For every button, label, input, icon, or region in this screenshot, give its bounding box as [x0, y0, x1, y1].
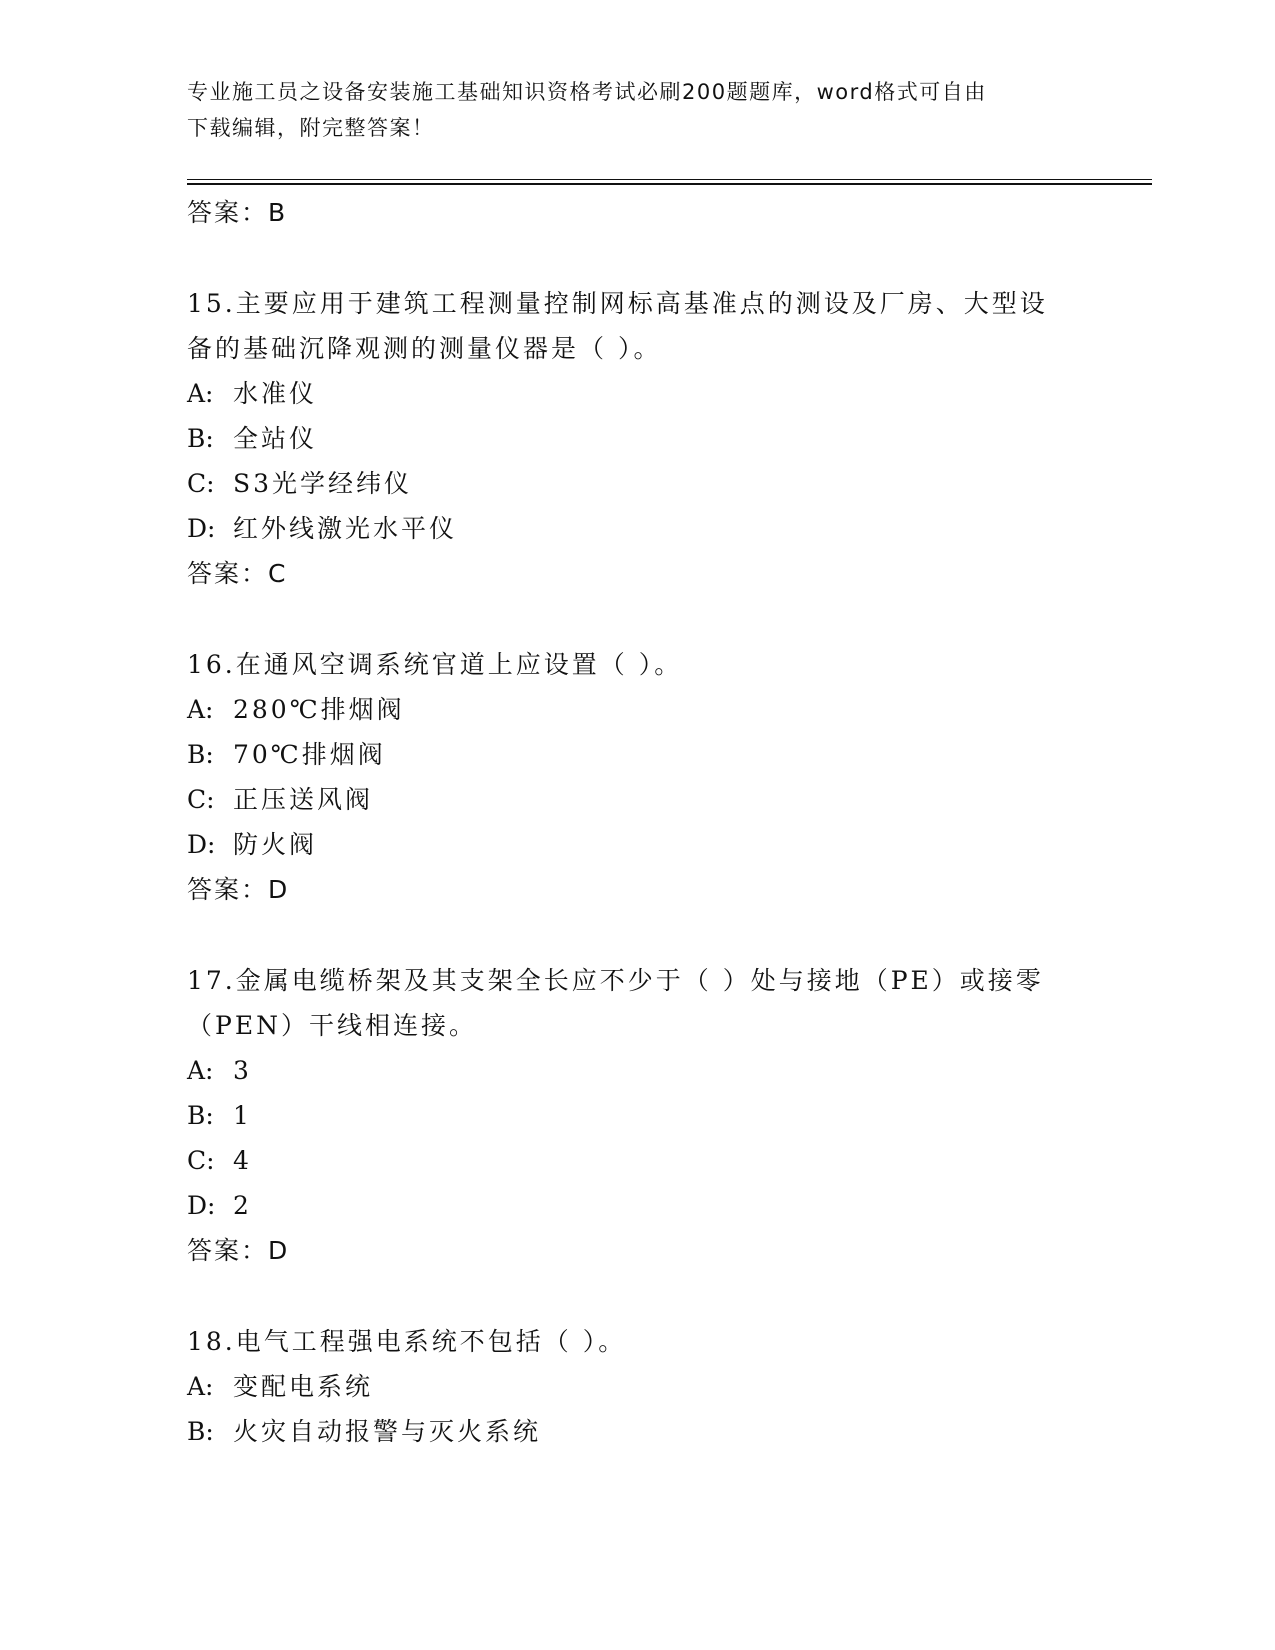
option-text: 红外线激光水平仪	[233, 514, 458, 543]
option-text: 70℃排烟阀	[233, 740, 386, 769]
question-15	[187, 281, 1087, 596]
option-text: 2	[233, 1191, 252, 1220]
option-text: 火灾自动报警与灭火系统	[233, 1417, 542, 1446]
previous-answer: 答案：B	[187, 198, 288, 227]
option-letter: B:	[187, 424, 214, 453]
option-text: 变配电系统	[233, 1372, 374, 1401]
answer: 答案：D	[187, 1236, 290, 1265]
option-d	[187, 506, 1087, 551]
option-b	[187, 732, 1087, 777]
spacer	[187, 1273, 1087, 1319]
option-letter: A:	[187, 379, 214, 408]
option-a	[187, 371, 1087, 416]
answer: 答案：C	[187, 559, 288, 588]
question-stem-line-2: （PEN）干线相连接。	[187, 1011, 477, 1040]
answer: 答案：D	[187, 875, 290, 904]
option-letter: D:	[187, 1191, 216, 1220]
option-letter: B:	[187, 1101, 214, 1130]
document-body	[187, 190, 1087, 1454]
option-d	[187, 822, 1087, 867]
option-text: 正压送风阀	[233, 785, 374, 814]
option-letter: C:	[187, 469, 215, 498]
option-b	[187, 1093, 1087, 1138]
option-letter: B:	[187, 740, 214, 769]
option-c	[187, 461, 1087, 506]
header-rule-thick	[187, 183, 1152, 185]
option-letter: B:	[187, 1417, 214, 1446]
option-text: 全站仪	[233, 424, 318, 453]
question-stem-line-1: 18.电气工程强电系统不包括（ ）。	[187, 1327, 627, 1356]
option-b	[187, 1409, 1087, 1454]
option-letter: A:	[187, 695, 214, 724]
option-letter: C:	[187, 1146, 215, 1175]
option-letter: A:	[187, 1056, 214, 1085]
spacer	[187, 596, 1087, 642]
question-stem-line-1: 16.在通风空调系统官道上应设置（ ）。	[187, 650, 683, 679]
document-header	[187, 74, 1087, 146]
option-b	[187, 416, 1087, 461]
spacer	[187, 912, 1087, 958]
option-a	[187, 1364, 1087, 1409]
option-text: 4	[233, 1146, 252, 1175]
question-stem-line-1: 17.金属电缆桥架及其支架全长应不少于（ ）处与接地（PE）或接零	[187, 966, 1044, 995]
option-c	[187, 777, 1087, 822]
option-text: 水准仪	[233, 379, 318, 408]
question-18	[187, 1319, 1087, 1454]
option-text: 3	[233, 1056, 252, 1085]
option-letter: D:	[187, 514, 216, 543]
option-letter: C:	[187, 785, 215, 814]
option-a	[187, 1048, 1087, 1093]
option-text: 防火阀	[233, 830, 318, 859]
header-rule-thin	[187, 179, 1152, 180]
header-line-1: 专业施工员之设备安装施工基础知识资格考试必刷200题题库，word格式可自由	[187, 80, 987, 104]
option-letter: A:	[187, 1372, 214, 1401]
option-a	[187, 687, 1087, 732]
spacer	[187, 235, 1087, 281]
header-line-2: 下载编辑，附完整答案！	[187, 116, 435, 140]
question-16	[187, 642, 1087, 912]
question-stem-line-2: 备的基础沉降观测的测量仪器是（ ）。	[187, 334, 662, 363]
question-stem-line-1: 15.主要应用于建筑工程测量控制网标高基准点的测设及厂房、大型设	[187, 289, 1048, 318]
question-17	[187, 958, 1087, 1273]
option-text: 280℃排烟阀	[233, 695, 405, 724]
option-text: 1	[233, 1101, 252, 1130]
option-text: S3光学经纬仪	[233, 469, 413, 498]
option-d	[187, 1183, 1087, 1228]
option-c	[187, 1138, 1087, 1183]
option-letter: D:	[187, 830, 216, 859]
